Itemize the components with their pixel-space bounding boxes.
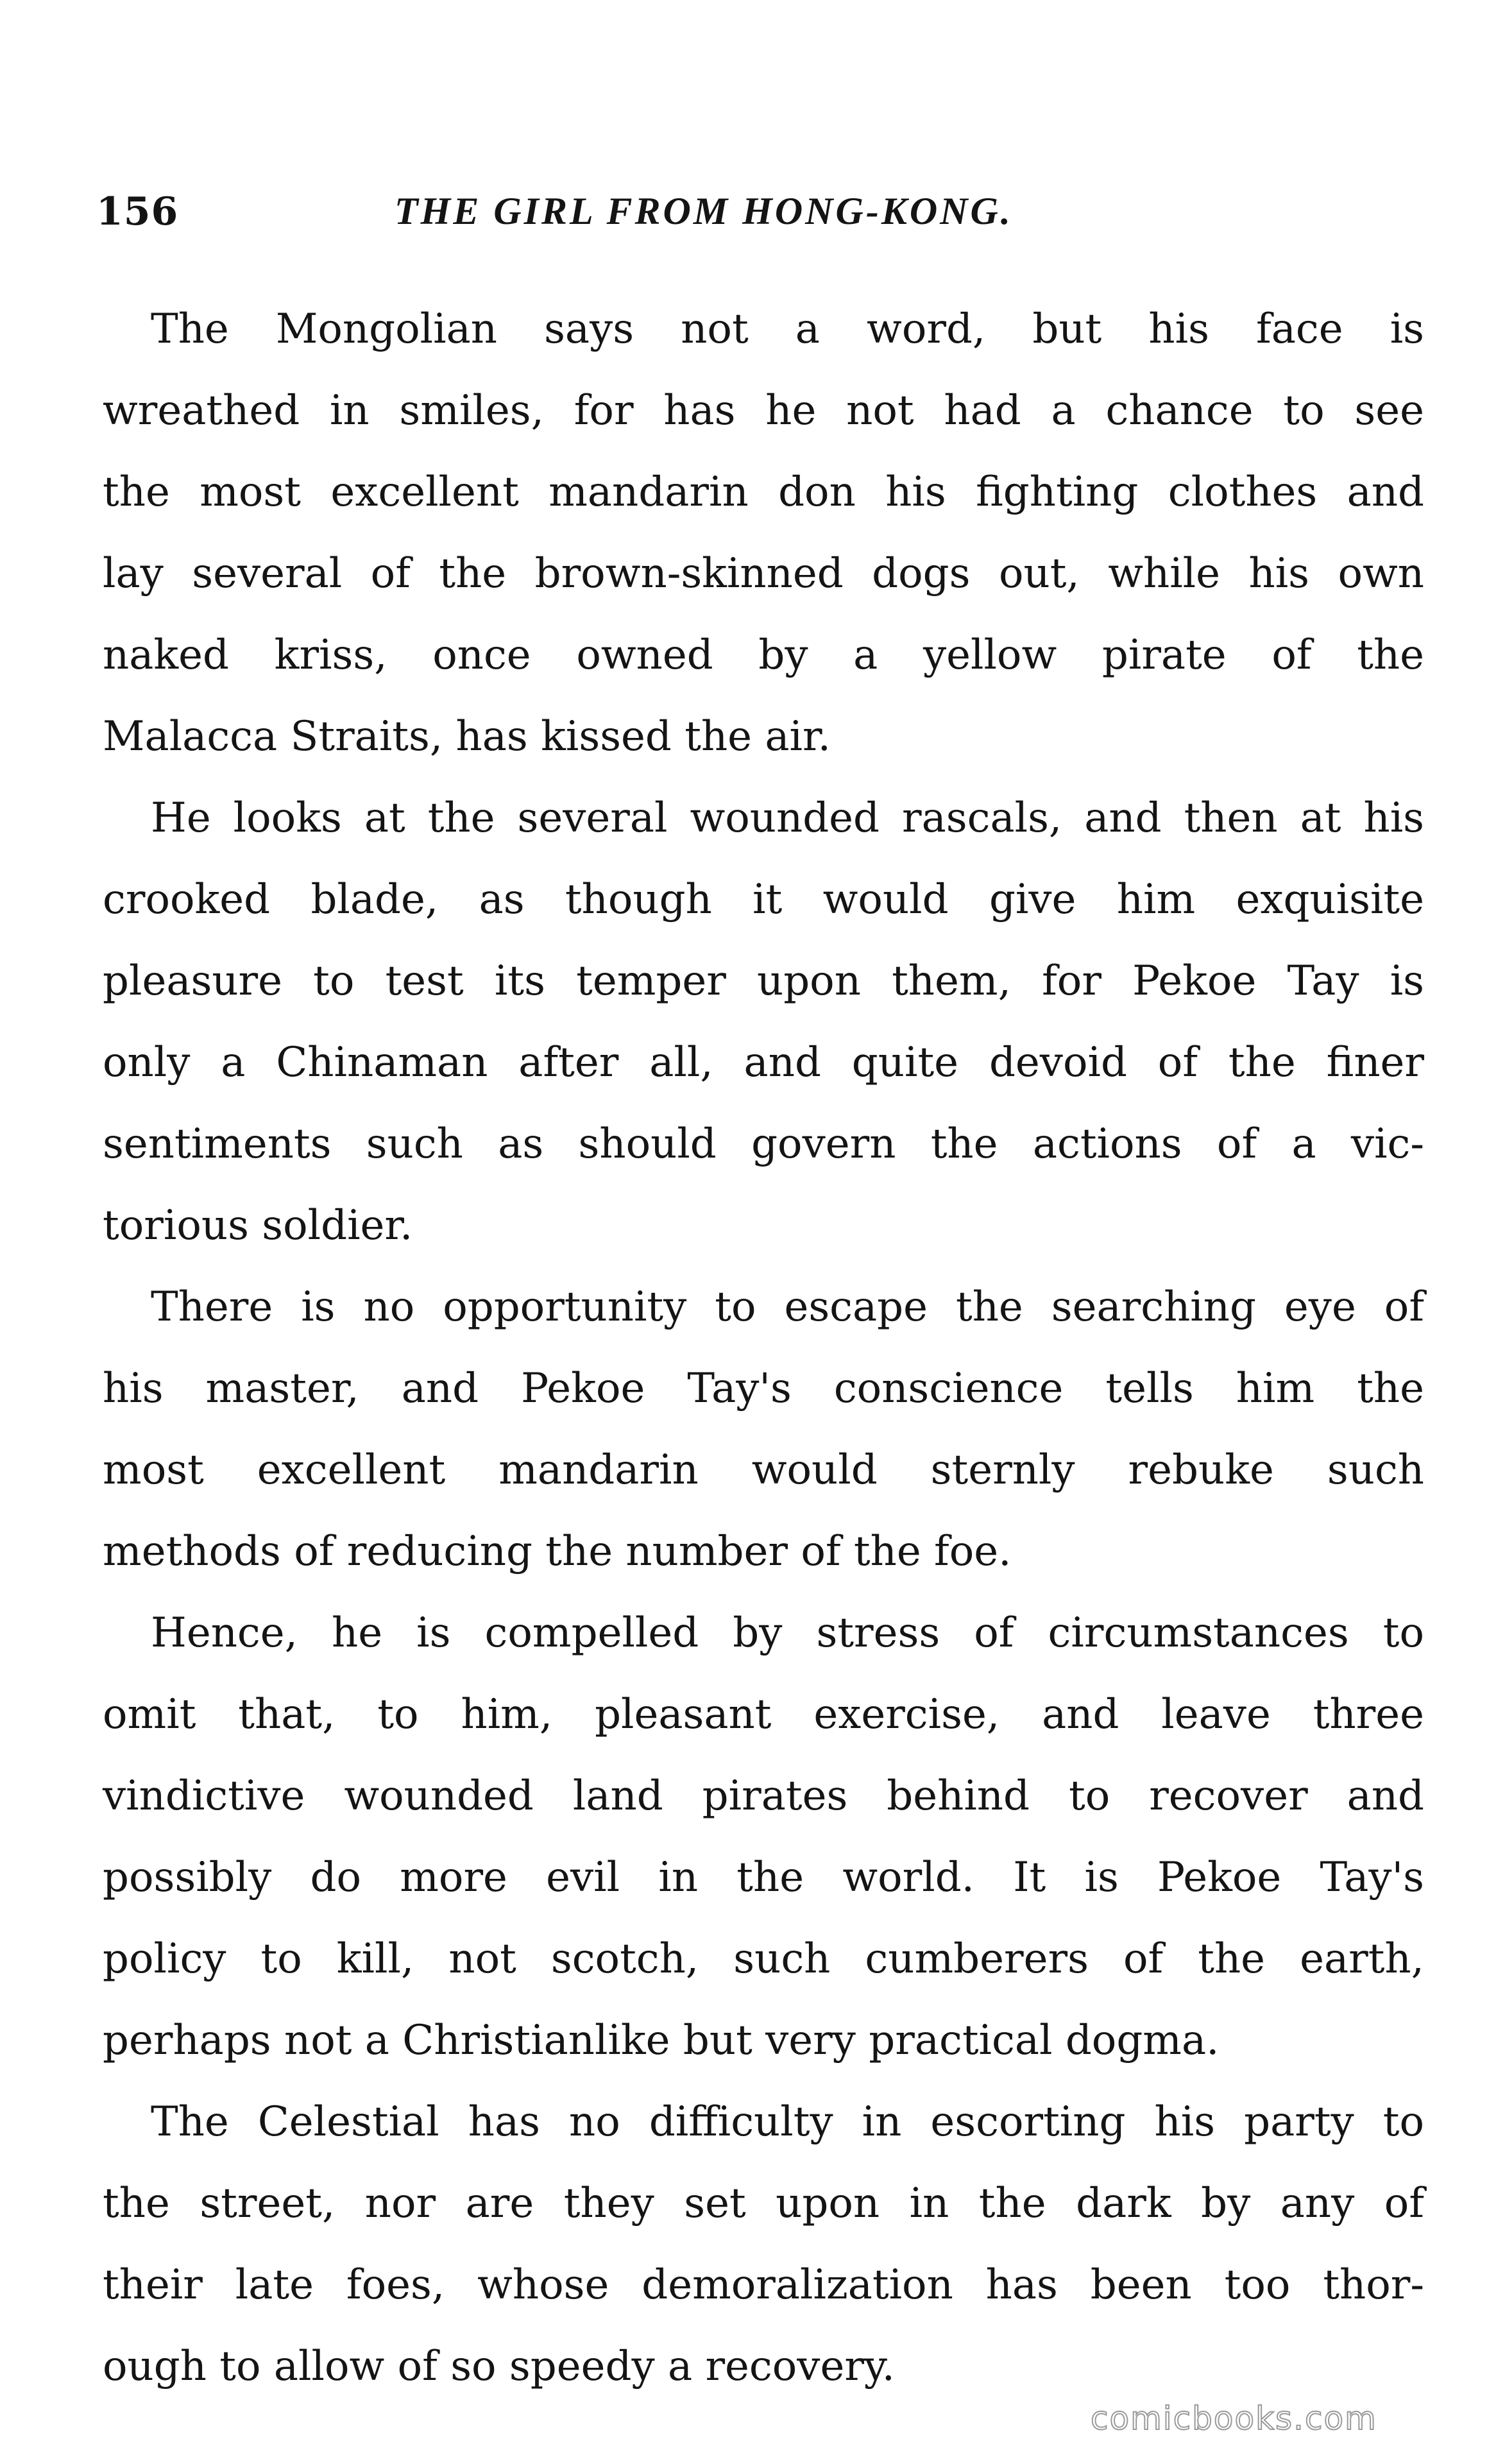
text-line: possibly do more evil in the world. It is Pekoe Tay's — [103, 1854, 1424, 1901]
text-line: The Celestial has no difficulty in escorting his party to — [151, 2098, 1424, 2146]
paragraph-2 — [103, 778, 1424, 1267]
text-line: methods of reducing the number of the foe. — [103, 1528, 1012, 1575]
watermark-text: comicbooks.com — [1091, 2400, 1377, 2437]
text-line: the street, nor are they set upon in the dark by any of — [103, 2180, 1424, 2227]
text-line: only a Chinaman after all, and quite devoid of the finer — [103, 1039, 1424, 1086]
text-line: wreathed in smiles, for has he not had a chance to see — [103, 387, 1424, 434]
text-line: their late foes, whose demoralization has been too thor- — [103, 2261, 1424, 2309]
text-line: omit that, to him, pleasant exercise, and leave three — [103, 1691, 1424, 1738]
text-line: vindictive wounded land pirates behind to recover and — [103, 1772, 1424, 1820]
text-line: Malacca Straits, has kissed the air. — [103, 713, 831, 760]
text-line: He looks at the several wounded rascals, and then at his — [151, 794, 1424, 842]
body-text — [103, 289, 1424, 2408]
text-line: policy to kill, not scotch, such cumberers of the earth, — [103, 1935, 1424, 1983]
running-head — [96, 189, 1418, 260]
paragraph-1 — [103, 289, 1424, 778]
text-line: perhaps not a Christianlike but very practical dogma. — [103, 2017, 1220, 2064]
page-number: 156 — [96, 189, 179, 234]
text-line: sentiments such as should govern the actions of a vic- — [103, 1120, 1424, 1168]
text-line: pleasure to test its temper upon them, for Pekoe Tay is — [103, 957, 1424, 1005]
text-line: The Mongolian says not a word, but his face is — [151, 305, 1424, 353]
text-line: his master, and Pekoe Tay's conscience tells him the — [103, 1365, 1424, 1412]
text-line: naked kriss, once owned by a yellow pirate of the — [103, 631, 1424, 679]
text-line: crooked blade, as though it would give him exquisite — [103, 876, 1424, 923]
text-line: most excellent mandarin would sternly rebuke such — [103, 1446, 1424, 1494]
text-line: torious soldier. — [103, 1202, 413, 1249]
text-line: lay several of the brown-skinned dogs out, while his own — [103, 550, 1424, 597]
paragraph-5 — [103, 2082, 1424, 2408]
paragraph-3 — [103, 1267, 1424, 1593]
paragraph-4 — [103, 1593, 1424, 2082]
text-line: the most excellent mandarin don his fighting clothes and — [103, 468, 1424, 516]
text-line: Hence, he is compelled by stress of circumstances to — [151, 1609, 1424, 1657]
running-title: THE GIRL FROM HONG-KONG. — [395, 190, 1013, 232]
text-line: There is no opportunity to escape the searching eye of — [151, 1283, 1424, 1331]
text-line: ough to allow of so speedy a recovery. — [103, 2343, 895, 2390]
